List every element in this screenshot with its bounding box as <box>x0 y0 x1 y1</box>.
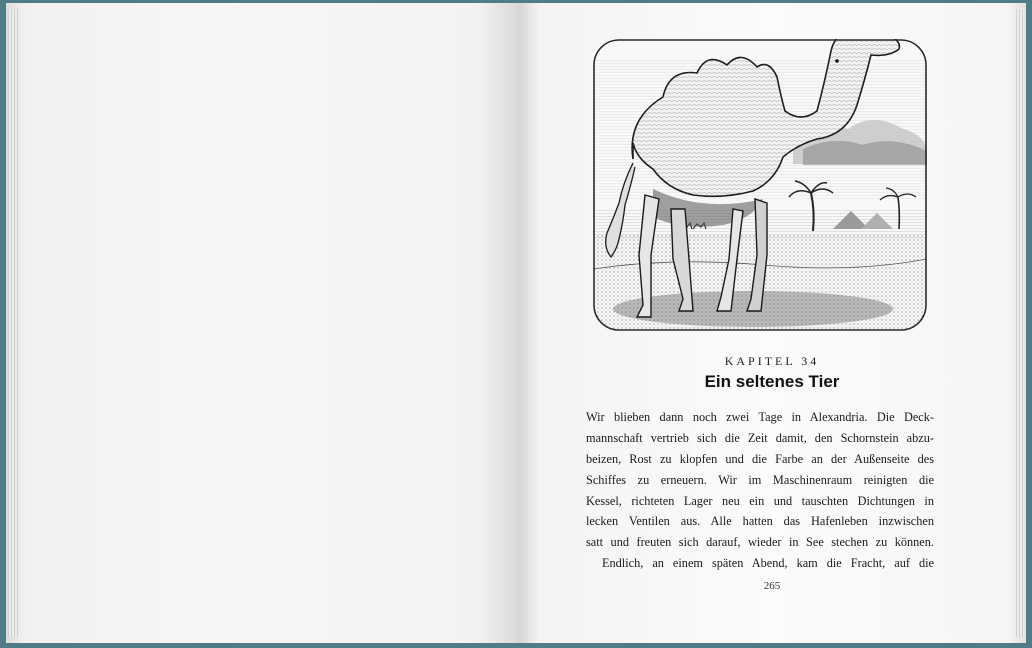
text-line: mannschaft vertrieb sich die Zeit damit, den Schornstein abzu- <box>586 430 934 445</box>
right-page <box>518 3 1026 643</box>
text-line: beizen, Rost zu klopfen und die Farbe an der Außenseite des <box>586 451 934 466</box>
page-edges-right <box>1014 9 1024 637</box>
text-line: Endlich, an einem späten Abend, kam die Fracht, auf die <box>602 556 934 571</box>
open-book <box>6 3 1026 643</box>
page-edges-left <box>8 9 18 637</box>
text-line: Kessel, richteten Lager neu ein und tauschten Dichtungen in <box>586 493 934 508</box>
page-number: 265 <box>763 580 781 592</box>
left-page <box>6 3 518 643</box>
text-line: Wir blieben dann noch zwei Tage in Alexandria. Die Deck- <box>586 410 934 424</box>
chapter-title: Ein seltenes Tier <box>704 372 840 391</box>
camel-illustration <box>593 39 927 331</box>
text-line: satt und freuten sich darauf, wieder in See stechen zu können. <box>586 535 934 550</box>
text-line: lecken Ventilen aus. Alle hatten das Hafenleben inzwischen <box>586 514 934 529</box>
chapter-label: KAPITEL 34 <box>724 354 820 368</box>
text-line: Schiffes zu erneuern. Wir im Maschinenraum reinigten die <box>586 472 934 487</box>
chapter-text <box>586 407 934 574</box>
